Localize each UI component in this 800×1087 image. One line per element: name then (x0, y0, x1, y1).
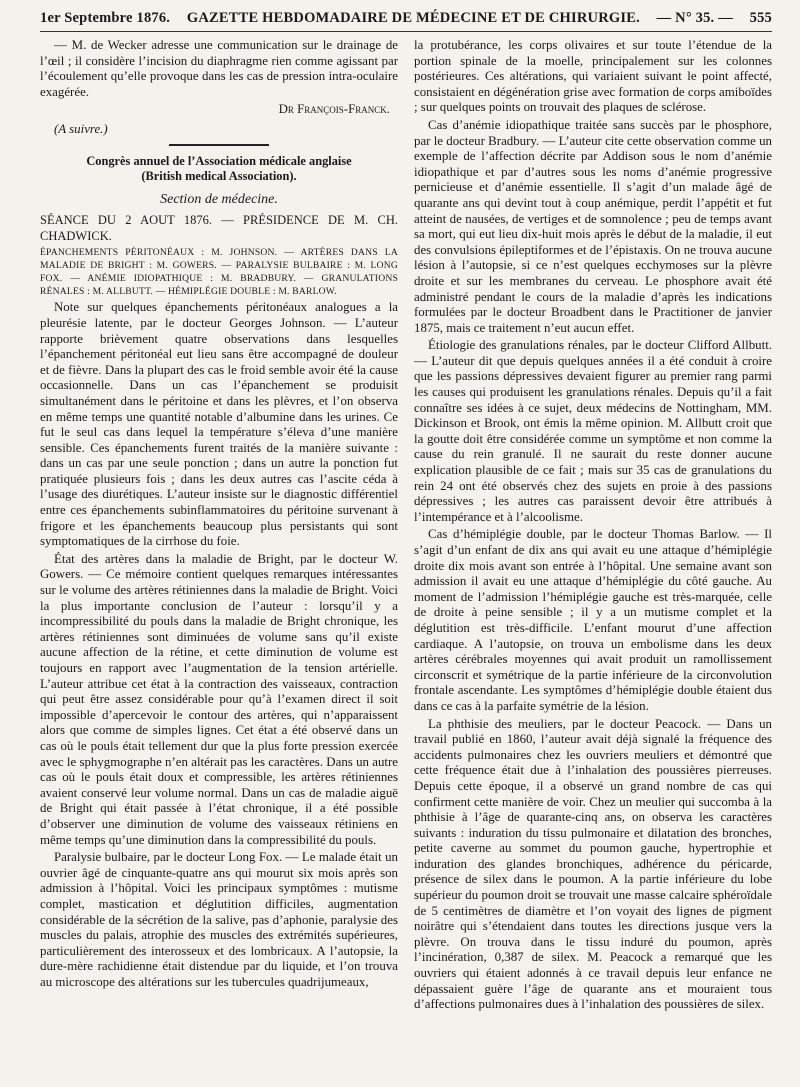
page-number: 555 (749, 10, 772, 26)
bradbury-article: Cas d’anémie idiopathique traitée sans succès par le phosphore, par le docteur Bradbury. — L’auteur cite cette observation comme un exemple de l’affection décrite par Addison sous le nom d’anémie idiopathique et par d’autres sous les noms d’anémie progressive pernicieuse et d’anémie essentielle. Il s’agit d’un malade âgé de quarante ans qui devint tout à coup anémique, perdit l’appétit et fut atteint de nausées, de vertiges et de somnolence ; peu de temps avant sa mort, qui eut lieu dix-huit mois après le début de la maladie, il eut des convulsions épileptiformes et de l’épistaxis. On ne trouva aucune lésion à l’autopsie, si ce n’est quelques ecchymoses sur la plèvre droite et sur les membranes du cerveau. Le phosphore avait été administré pendant le cours de la maladie d’après les indications formulées par le docteur Broadbent dans le Practitioner de janvier 1875, mais ce traitement n’eut aucun effet. (414, 117, 772, 335)
to-be-continued: (A suivre.) (54, 121, 108, 136)
issue-number: — N° 35. — (656, 10, 733, 26)
congress-heading-line1: Congrès annuel de l’Association médicale anglaise (86, 153, 352, 168)
two-column-body (40, 38, 772, 1015)
congress-heading (40, 154, 398, 184)
section-divider (169, 144, 269, 146)
barlow-article: Cas d’hémiplégie double, par le docteur Thomas Barlow. — Il s’agit d’un enfant de dix ans qui avait eu une attaque d’hémiplégie droite dix mois avant son entrée à l’hôpital. Une semaine avant son admission il avait eu une attaque d’hémiplégie du côté gauche. Au moment de l’admission l’hémiplégie gauche est très-marquée, celle de droite à peine sensible ; il y a un mutisme complet et la déglutition est très-difficile. L’enfant mourut d’une affection cardiaque. A l’autopsie, on trouva un embolisme dans les deux artères cérébrales moyennes qui avait produit un ramollissement circonscrit et symétrique de la partie inférieure de la circonvolution frontale ascendante. Les symptômes d’hémiplégie double étaient dus dans ce cas à la parfaite symétrie de la lésion. (414, 527, 772, 713)
right-column (414, 38, 772, 1015)
issue-date: 1er Septembre 1876. (40, 10, 171, 26)
running-header (40, 10, 772, 32)
author-signature: Dr François-Franck. (278, 102, 390, 117)
longfox-continued: la protubérance, les corps olivaires et sur toute l’étendue de la portion spinale de la moelle, principalement sur les colonnes postérieures. Ces altérations, qui variaient suivant le point affecté, consistaient en dégénération grise avec formation de corps amiboïdes ; sur quelques points on trouvait des plaques de sclérose. (414, 38, 772, 115)
session-line: SÉANCE DU 2 AOUT 1876. — PRÉSIDENCE DE M. CH. CHADWICK. (40, 213, 398, 243)
congress-heading-line2: (British medical Association). (141, 168, 297, 183)
longfox-article: Paralysie bulbaire, par le docteur Long Fox. — Le malade était un ouvrier âgé de cinquante-quatre ans qui mourut six mois après son admission à l’hôpital. Voici les principaux symptômes : mutisme complet, mastication et déglutition difficiles, augmentation considérable de la sécrétion de la salive, pas d’aphonie, paralysie des muscles du palais, atrophie des muscles des extrémités supérieures, particulièrement des interosseux et des lombricaux. A l’autopsie, la dure-mère rachidienne était distendue par du liquide, et l’on trouva au microscope des altérations sur les tubercules quadrijumeaux, (40, 850, 398, 989)
journal-title: GAZETTE HEBDOMADAIRE DE MÉDECINE ET DE CHIRURGIE. (186, 10, 640, 26)
gowers-article: État des artères dans la maladie de Bright, par le docteur W. Gowers. — Ce mémoire contient quelques remarques intéressantes sur le volume des artères rétiniennes dans la maladie de Bright. Voici la plus importante conclusion de l’auteur : lorsqu’il y a incompressibilité du pouls dans la maladie de Bright chronique, les artères rétiniennes sont diminuées de volume sans qu’il existe aucune affection de la rétine, et cette diminution de volume est toujours en rapport avec l’augmentation de la tension artérielle. L’auteur attribue cet état à la contraction des vaisseaux, contraction qui peut être assez considérable pour qu’à l’examen direct il soit impossible d’apercevoir le contour des artères, qui n’apparaissent alors que comme de simples lignes. Cet état a été observé dans un cas où le pouls était tellement dur que la plus forte pression exercée avec le sphygmographe n’en altérait pas les caractères. Dans un autre cas où le pouls était doux et compressible, les artères rétiniennes avaient conservé leur volume normal. Dans un cas de maladie aiguë de Bright qui était passée à l’état chronique, il a été possible d’observer une diminution de volume des vaisseaux rétiniens en même temps qu’une diminution dans la compressibilité du pouls. (40, 551, 398, 847)
wecker-paragraph: — M. de Wecker adresse une communication sur le drainage de l’œil ; il considère l’incision du diaphragme rien comme agissant par l’écoulement qu’elle provoque dans les cas de pression intra-oculaire exagérée. (40, 38, 398, 99)
left-column (40, 38, 398, 1015)
allbutt-article: Étiologie des granulations rénales, par le docteur Clifford Allbutt. — L’auteur dit que depuis quelques années il a été conduit à croire que les passions dépressives devaient figurer au premier rang parmi les causes qui produisent les granulations rénales. Depuis qu’il a fait connaître ses idées à ce sujet, deux médecins de Nottingham, MM. Dickinson et Brook, ont émis la même opinion. M. Allbutt croit que la goutte doit être considérée comme un symptôme et non comme la cause du rein granulé. Il ne saurait du reste donner aucune explication plausible de ce fait ; mais sur 35 cas de granulations du rein 24 ont été observés chez des sujets en proie à des passions dépressives ; les autres cas paraissent devoir être attribués à l’intempérance et à l’alcoolisme. (414, 338, 772, 524)
summary-contents: ÉPANCHEMENTS PÉRITONÉAUX : M. JOHNSON. — ARTÈRES DANS LA MALADIE DE BRIGHT : M. GOWERS. — PARALYSIE BULBAIRE : M. LONG FOX. — ANÉMIE IDIOPATHIQUE : M. BRADBURY. — GRANULATIONS RÉNALES : M. ALLBUTT. — HÉMIPLÉGIE DOUBLE : M. BARLOW. (40, 247, 398, 298)
section-title: Section de médecine. (160, 191, 278, 207)
peacock-article: La phthisie des meuliers, par le docteur Peacock. — Dans un travail publié en 1860, l’auteur avait déjà signalé la fréquence des accidents pulmonaires chez les ouvriers meuliers et démontré que cette fréquence était due à l’inhalation des poussières pierreuses. Depuis cette époque, il a observé un grand nombre de cas qui confirment cette manière de voir. Chez un meulier qui succomba à la phthisie à l’âge de quarante-cinq ans, on observa les caractères suivants : induration du tissu pulmonaire et dilatation des bronches, petite caverne au sommet du poumon gauche, hypertrophie et induration des glandes bronchiques, adhérence du péricarde, présence de silex dans le poumon. A la partie inférieure du lobe supérieur du poumon droit se trouvait une masse calcaire sphéroïdale de 5 centimètres de diamètre et l’on voyait des lignes de pigment noirâtre qui s’étendaient dans toutes les directions jusque vers la plèvre. On trouva dans le tissu induré du poumon, après l’incinération, 0,387 de silex. M. Peacock a remarqué que les ouvriers qui étaient adonnés à ce travail depuis leur enfance ne dépassaient guère l’âge de quarante ans et mouraient tous d’affections pulmonaires dues à l’inhalation des poussières de silex. (414, 716, 772, 1012)
johnson-article: Note sur quelques épanchements péritonéaux analogues a la pleurésie latente, par le docteur Georges Johnson. — L’auteur rapporte brièvement quatre observations dans lesquelles l’épanchement péritonéal eut lieu sans être accompagné de douleur et de fièvre. Dans la plupart des cas le froid semble avoir été la cause occasionnelle. Dans un cas l’épanchement se produisit simultanément dans le péritoine et dans les plèvres, et l’on observa en même temps une quantité notable d’albumine dans les urines. Ce fut le seul cas dans lequel la température s’éleva d’une manière sensible. Ces épanchements furent traités de la manière suivante : dans un cas par une seule ponction ; dans un autre la ponction fut pratiquée plusieurs fois ; dans les deux autres cas l’ascite céda à l’usage des diurétiques. L’auteur insiste sur le diagnostic différentiel entre ces épanchements subinflammatoires du péritoine survenant à frigore et les épanchements beaucoup plus persistants qui sont symptomatiques de la cirrhose du foie. (40, 300, 398, 549)
